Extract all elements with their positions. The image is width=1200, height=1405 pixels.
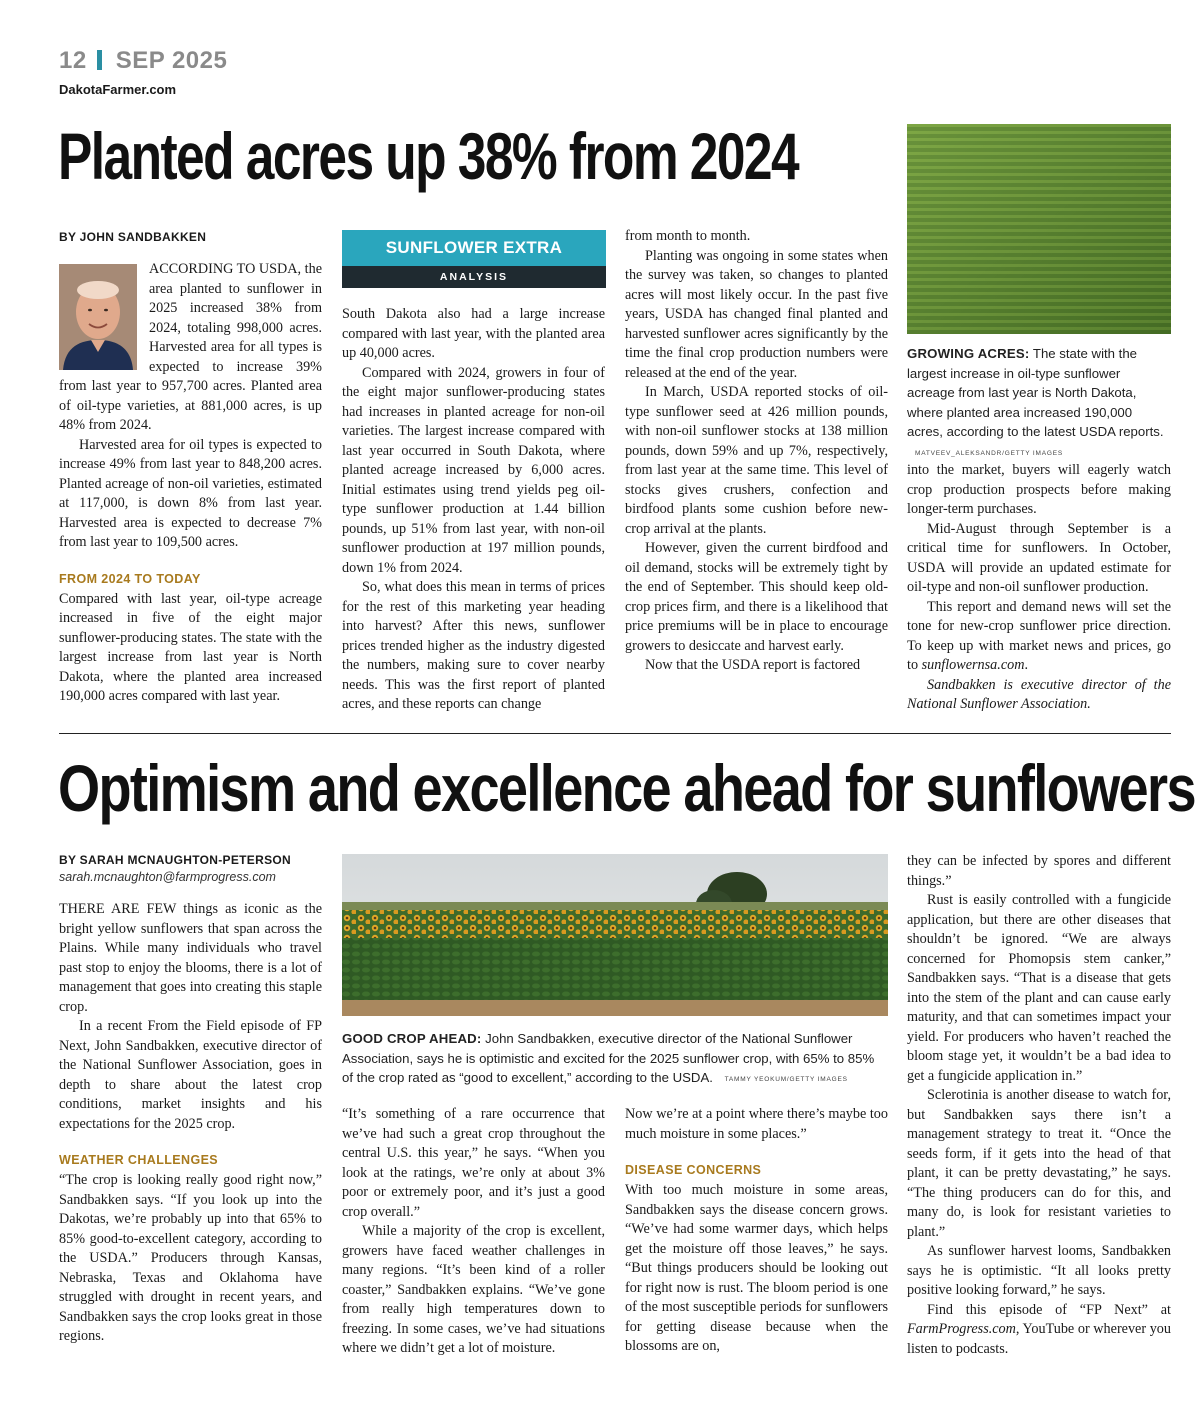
site-name: DakotaFarmer.com: [59, 82, 177, 97]
article1-paragraph: Planting was ongoing in some states when the survey was taken, so changes to planted acres will most likely occur. In the past five years, USDA has changed final planted and harvested sunflower acres significantly by the time the final crop production numbers were released at the end of the year.: [625, 247, 888, 381]
caption-text: The state with the largest increase in oil-type sunflower acreage from last year is North Dakota, where planted area increased 190,000 acres, according to the latest USDA reports.: [907, 346, 1164, 439]
banner-subtitle: ANALYSIS: [342, 266, 606, 288]
article2-paragraph: “It’s something of a rare occurrence that we’ve had such a great crop throughout the central U.S. this year,” he says. “When you look at the ratings, we’re only at about 3% poor or extremely poor, and it’s just a good crop overall.”: [342, 1106, 605, 1220]
page-number: 12: [59, 47, 87, 74]
article1-col3: [625, 227, 888, 676]
sunflower-field-photo: [342, 854, 888, 1016]
article2-col1: [59, 852, 322, 1347]
article2-col2: [342, 1105, 605, 1359]
article1-col1: [59, 229, 322, 707]
issue-date: SEP 2025: [115, 47, 228, 74]
article1-paragraph: from month to month.: [625, 228, 751, 244]
article1-paragraph: However, given the current birdfood and oil demand, stocks will be extremely tight by the end of September. This should keep old-crop prices firm, and there is a likelihood that price premiums will be in place to encourage growers to desiccate and harvest early.: [625, 540, 888, 654]
article2-headline: Optimism and excellence ahead for sunflowers: [58, 751, 1195, 825]
author-bio: Sandbakken is executive director of the National Sunflower Association.: [907, 676, 1171, 712]
article1-col4: [907, 461, 1171, 715]
author-email[interactable]: sarah.mcnaughton@farmprogress.com: [59, 870, 276, 884]
author-portrait: [59, 264, 137, 370]
page-folio: [59, 46, 227, 76]
article1-paragraph: into the market, buyers will eagerly watch crop production prospects before making longer-term purchases.: [907, 462, 1171, 517]
banner-title: SUNFLOWER EXTRA: [342, 230, 606, 266]
article2-paragraph: Now we’re at a point where there’s maybe too much moisture in some places.”: [625, 1106, 888, 1142]
photo-credit: TAMMY YEOKUM/GETTY IMAGES: [724, 1076, 848, 1083]
article2-col3: [625, 1105, 888, 1357]
sunflower-field-aerial-photo: [907, 124, 1171, 334]
article1-paragraph: Harvested area for oil types is expected to increase 49% from last year to 848,200 acres. Planted acreage of non-oil varieties, estimated at 117,000, is down 8% from last year. Harvested area is expected to decrease 7% from last year to 109,500 acres.: [59, 436, 322, 550]
article1-paragraph: So, what does this mean in terms of prices for the rest of this marketing year heading into harvest? After this news, sunflower prices trended higher as the industry digested the numbers, making sure to cover nearby needs. This was the first report of planted acres, and these reports can change: [342, 579, 605, 712]
caption-text: John Sandbakken, executive director of the National Sunflower Association, says he is optimistic and excited for the 2025 sunflower crop, with 65% to 85% of the crop rated as “good to excellent,” according to the USDA.: [342, 1031, 875, 1085]
article2-paragraph: they can be infected by spores and different things.”: [907, 853, 1171, 889]
article2-byline: BY SARAH MCNAUGHTON-PETERSON: [59, 853, 291, 867]
article1-paragraph: Now that the USDA report is factored: [645, 657, 861, 673]
article1-col2: [342, 305, 605, 715]
article1-headline: Planted acres up 38% from 2024: [58, 119, 799, 193]
article2-paragraph: Sclerotinia is another disease to watch for, but Sandbakken says there isn’t a management strategy to treat it. “Once the seeds form, if it gets into the head of that plant, it can be pretty devastating,” he says. “The thing producers can do for this, and many do, is look for resistant varieties to plant.”: [907, 1087, 1171, 1240]
photo-credit: MATVEEV_ALEKSANDR/GETTY IMAGES: [915, 449, 1064, 457]
article2-subhead: DISEASE CONCERNS: [625, 1163, 762, 1177]
article2-paragraph: In a recent From the Field episode of FP Next, John Sandbakken, executive director of the National Sunflower Association, goes in depth to share about the latest crop conditions, market insights and his expectations for the 2025 crop.: [59, 1018, 322, 1132]
article1-subhead: FROM 2024 TO TODAY: [59, 571, 201, 586]
article1-paragraph: Compared with 2024, growers in four of the eight major sunflower-producing states had increases in planted acreage for non-oil varieties. The largest increase compared with last year occurred in South Dakota, where planted acreage increased by 6,000 acres. Initial estimates using trend yields peg oil-type sunflower production at 1.44 billion pounds, up 51% from last year, with non-oil sunflower production at 197 million pounds, down 1% from 2024.: [342, 364, 605, 576]
article1-photo-caption: [907, 344, 1171, 463]
section-divider: [59, 733, 1171, 734]
website-link[interactable]: sunflowernsa.com: [921, 657, 1025, 673]
article2-photo-caption: [342, 1029, 888, 1090]
article2-subhead: WEATHER CHALLENGES: [59, 1153, 219, 1167]
caption-lead: GOOD CROP AHEAD:: [342, 1031, 482, 1046]
article2-paragraph: Rust is easily controlled with a fungicide application, but there are other diseases that shouldn’t be ignored. “We are always concerned for Phomopsis stem canker,” Sandbakken says. “That is a disease that gets into the stem of the plant and can cause early maturity, and that can sometimes impact your yield. For producers who haven’t reached the bloom stage yet, it wouldn’t be a bad idea to get a fungicide application in.”: [907, 892, 1171, 1084]
article2-paragraph: While a majority of the crop is excellent, growers have faced weather challenges in many regions. “It’s been kind of a roller coaster,” Sandbakken explains. “We’ve gone from really high temperatures down to freezing. In some cases, we’ve had situations where we didn’t get a lot of moisture.: [342, 1223, 605, 1356]
article2-paragraph: THERE ARE FEW things as iconic as the bright yellow sunflowers that span across the Plains. While many individuals who travel past stop to enjoy the blooms, there is a lot of management that goes into creating this staple crop.: [59, 901, 322, 1015]
article1-paragraph: Mid-August through September is a critical time for sunflowers. In October, USDA will provide an updated estimate for oil-type and non-oil sunflower production.: [907, 520, 1171, 595]
folio-divider: [97, 50, 102, 70]
article1-paragraph: In March, USDA reported stocks of oil-type sunflower seed at 426 million pounds, with non-oil sunflower stocks at 138 million pounds, down 59% and up 7%, respectively, from last year at the same time. This level of stocks gives crushers, confection and birdfood plants some cushion before new-crop arrival at the plants.: [625, 384, 888, 537]
caption-lead: GROWING ACRES:: [907, 346, 1030, 361]
article2-paragraph: As sunflower harvest looms, Sandbakken says he is optimistic. “It all looks pretty positive looking forward,” he says.: [907, 1243, 1171, 1298]
article2-col4: [907, 852, 1171, 1359]
article2-paragraph: “The crop is looking really good right now,” Sandbakken says. “If you look up into the Dakotas, we’re probably up into that 65% to 85% good-to-excellent category, according to the USDA.” Producers through Kansas, Nebraska, Texas and Oklahoma have struggled with drought in recent years, and Sandbakken says the crop looks great in those regions.: [59, 1172, 322, 1344]
article2-paragraph: With too much moisture in some areas, Sandbakken says the disease concern grows. “We’ve had some warmer days, which helps get the moisture off those leaves,” he says. “But things producers should be looking out for right now is rust. The bloom period is one of the most susceptible periods for sunflowers for getting disease because when the blossoms are on,: [625, 1182, 888, 1354]
article2-paragraph: Find this episode of “FP Next” at FarmProgress.com, YouTube or wherever you listen to podcasts.: [907, 1301, 1171, 1357]
article1-paragraph: South Dakota also had a large increase compared with last year, with the planted area up 40,000 acres.: [342, 306, 605, 361]
sunflower-extra-banner: [342, 230, 606, 288]
article1-paragraph: This report and demand news will set the tone for new-crop sunflower price direction. To keep up with market news and prices, go to sunflowernsa.com.: [907, 598, 1171, 673]
article1-paragraph: ACCORDING TO USDA, the area planted to sunflower in 2025 increased 38% from 2024, totaling 998,000 acres. Harvested area for all types is expected to increase 39% from last year to 957,700 acres. Planted area of oil-type varieties, at 881,000 acres, is up 48% from 2024.: [59, 261, 322, 433]
article1-byline: BY JOHN SANDBAKKEN: [59, 230, 207, 244]
article1-paragraph: Compared with last year, oil-type acreage increased in five of the eight major sunflower-producing states. The state with the largest increase from last year is North Dakota, where the planted area increased 190,000 acres compared with last year.: [59, 590, 322, 704]
website-link[interactable]: FarmProgress.com: [907, 1321, 1016, 1337]
